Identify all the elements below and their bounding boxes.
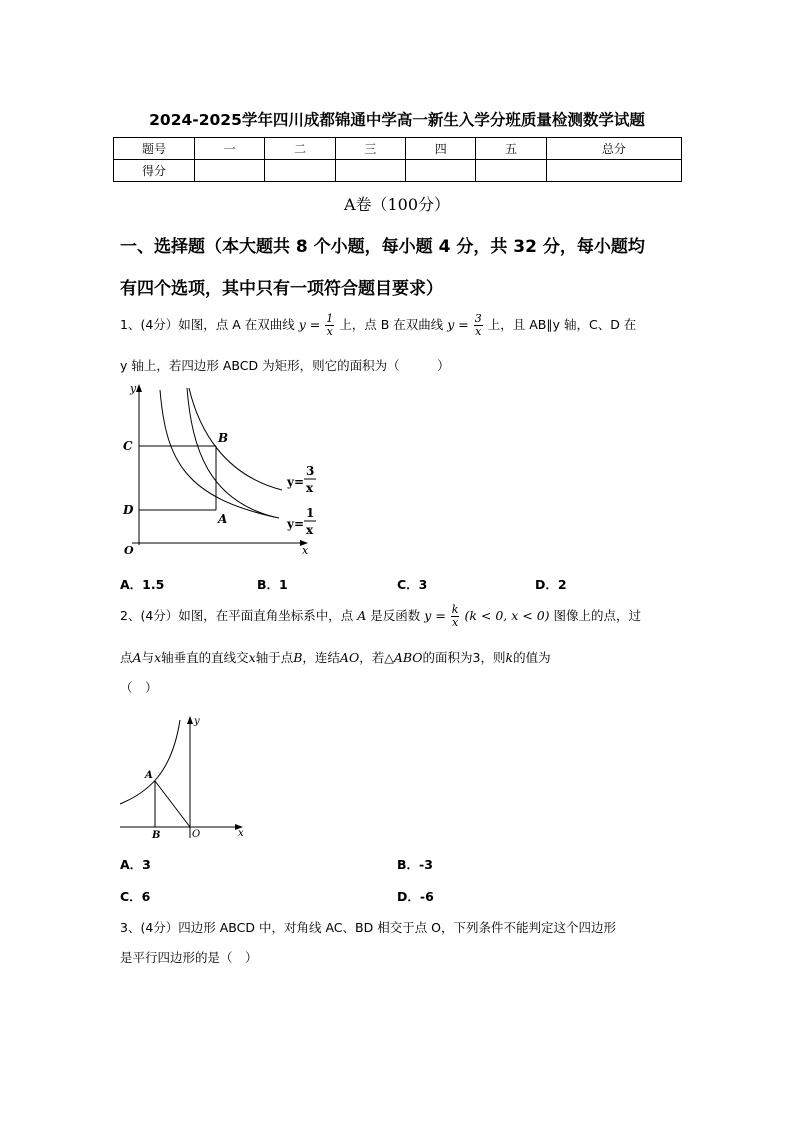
q1-curve3-label: y= xyxy=(287,475,305,489)
page-title: 2024-2025学年四川成都锦通中学高一新生入学分班质量检测数学试题 xyxy=(149,111,645,129)
score-cell: 五 xyxy=(476,138,546,160)
q1-option-d[interactable]: D．2 xyxy=(535,577,567,592)
q2-label-A: A xyxy=(145,770,153,781)
q1-mid: 上，点 B 在双曲线 xyxy=(339,317,444,332)
q2-mid2: 图像上的点，过 xyxy=(553,608,642,623)
q1-curve-1-over-x xyxy=(187,388,274,517)
q2-l2-k: k xyxy=(505,650,514,665)
q1-frac1-den: x xyxy=(326,325,333,338)
section-heading-line1: 一、选择题（本大题共 8 个小题，每小题 4 分，共 32 分，每小题均 xyxy=(120,237,645,257)
q1-figure xyxy=(114,380,334,560)
q2-option-c[interactable]: C．6 xyxy=(120,889,151,904)
score-blank-cell[interactable] xyxy=(265,160,335,182)
score-cell: 二 xyxy=(265,138,335,160)
q1-y-arrow xyxy=(136,384,142,392)
q2-l2-p5: ，连结 xyxy=(302,650,340,665)
score-table-score-row xyxy=(114,160,682,182)
score-cell: 题号 xyxy=(114,138,195,160)
q1-label-x: x xyxy=(302,544,309,557)
q2-l2-p4: 轴于点 xyxy=(255,650,294,665)
score-blank-cell[interactable] xyxy=(335,160,405,182)
q1-option-a[interactable]: A．1.5 xyxy=(120,577,165,592)
q2-fraction xyxy=(451,604,460,629)
score-cell: 三 xyxy=(335,138,405,160)
score-blank-cell[interactable] xyxy=(476,160,546,182)
q2-label-B: B xyxy=(152,830,161,841)
q1-curve-3-over-x-upper xyxy=(189,388,282,490)
q1-suffix: 上，且 AB∥y 轴，C、D 在 xyxy=(487,317,637,332)
q1-label-origin: O xyxy=(124,544,134,557)
q1-line1 xyxy=(120,313,636,338)
score-table-header-row xyxy=(114,138,682,160)
q1-frac2-den: x xyxy=(475,325,482,338)
q2-frac-den: x xyxy=(452,616,459,629)
q2-l2-p3: 轴垂直的直线交 xyxy=(161,650,249,665)
q3-line2: 是平行四边形的是（ ） xyxy=(120,950,258,965)
score-table xyxy=(113,137,682,182)
score-cell: 一 xyxy=(195,138,265,160)
q2-line2 xyxy=(120,648,551,666)
q2-l2-AO: AO xyxy=(339,650,360,665)
q2-option-b[interactable]: B．-3 xyxy=(397,857,433,872)
q1-label-C: C xyxy=(123,439,133,453)
q1-prefix: 1、(4分）如图，点 A 在双曲线 xyxy=(120,317,295,332)
q2-segment-AO xyxy=(155,781,190,827)
q1-label-B: B xyxy=(218,431,229,445)
q2-l2-x: x xyxy=(154,650,162,665)
q2-y-eq: y = xyxy=(424,608,446,623)
q2-l2-tri: △ABO xyxy=(384,650,423,665)
q1-frac2-num: 3 xyxy=(474,312,482,325)
q1-curve3-num: 3 xyxy=(306,464,315,478)
q2-l2-A: A xyxy=(132,650,142,665)
q2-line1 xyxy=(120,604,641,629)
q2-hyperbola xyxy=(120,720,180,804)
q2-y-arrow xyxy=(187,716,193,724)
q1-option-b[interactable]: B．1 xyxy=(257,577,288,592)
q2-l2-p1: 点 xyxy=(120,650,133,665)
q2-label-origin: O xyxy=(192,829,201,840)
q2-l2-p6: ，若 xyxy=(359,650,385,665)
q2-condition: (k < 0, x < 0) xyxy=(464,608,550,623)
q2-figure xyxy=(114,712,254,847)
q1-fraction-1 xyxy=(325,313,334,338)
q1-option-c[interactable]: C．3 xyxy=(397,577,428,592)
score-blank-cell[interactable] xyxy=(406,160,476,182)
q2-l2-p8: 的值为 xyxy=(513,650,551,665)
score-cell: 总分 xyxy=(546,138,681,160)
q2-option-d[interactable]: D．-6 xyxy=(397,889,434,904)
score-cell: 得分 xyxy=(114,160,195,182)
q2-prefix: 2、(4分）如图，在平面直角坐标系中，点 xyxy=(120,608,354,623)
q1-curve1-label: y= xyxy=(287,517,305,531)
q2-l2-x2: x xyxy=(248,650,256,665)
q2-point-A: A xyxy=(357,608,367,623)
q1-label-A: A xyxy=(218,512,228,526)
q1-label-y: y xyxy=(130,382,137,395)
score-blank-cell[interactable] xyxy=(546,160,681,182)
q1-curve1-num: 1 xyxy=(306,506,315,520)
q2-label-y: y xyxy=(194,716,200,727)
q1-line2: y 轴上，若四边形 ABCD 为矩形，则它的面积为（ ） xyxy=(120,358,450,373)
q2-l2-B: B xyxy=(293,650,303,665)
volume-heading: A卷（100分） xyxy=(343,195,451,214)
q3-line1: 3、(4分）四边形 ABCD 中，对角线 AC、BD 相交于点 O，下列条件不能判定这个四边形 xyxy=(120,920,617,935)
q1-curve1-den: x xyxy=(306,523,314,537)
q2-l2-p7: 的面积为3，则 xyxy=(422,650,506,665)
q2-label-x: x xyxy=(238,828,244,839)
q1-y-eq-2: y = xyxy=(447,317,469,332)
q1-curve3-den: x xyxy=(306,481,314,495)
q1-label-D: D xyxy=(123,503,134,517)
q1-y-eq: y = xyxy=(298,317,321,332)
q1-frac1-num: 1 xyxy=(326,312,334,325)
q2-l2-p2: 与 xyxy=(141,650,155,665)
q2-frac-num: k xyxy=(451,603,459,616)
q1-curve-1-over-x-lower xyxy=(160,390,279,518)
q2-option-a[interactable]: A．3 xyxy=(120,857,151,872)
score-blank-cell[interactable] xyxy=(195,160,265,182)
q2-line3: （ ） xyxy=(120,680,158,695)
section-heading-line2: 有四个选项，其中只有一项符合题目要求） xyxy=(120,279,443,299)
score-cell: 四 xyxy=(406,138,476,160)
q2-mid1: 是反函数 xyxy=(370,608,421,623)
q1-fraction-2 xyxy=(474,313,483,338)
